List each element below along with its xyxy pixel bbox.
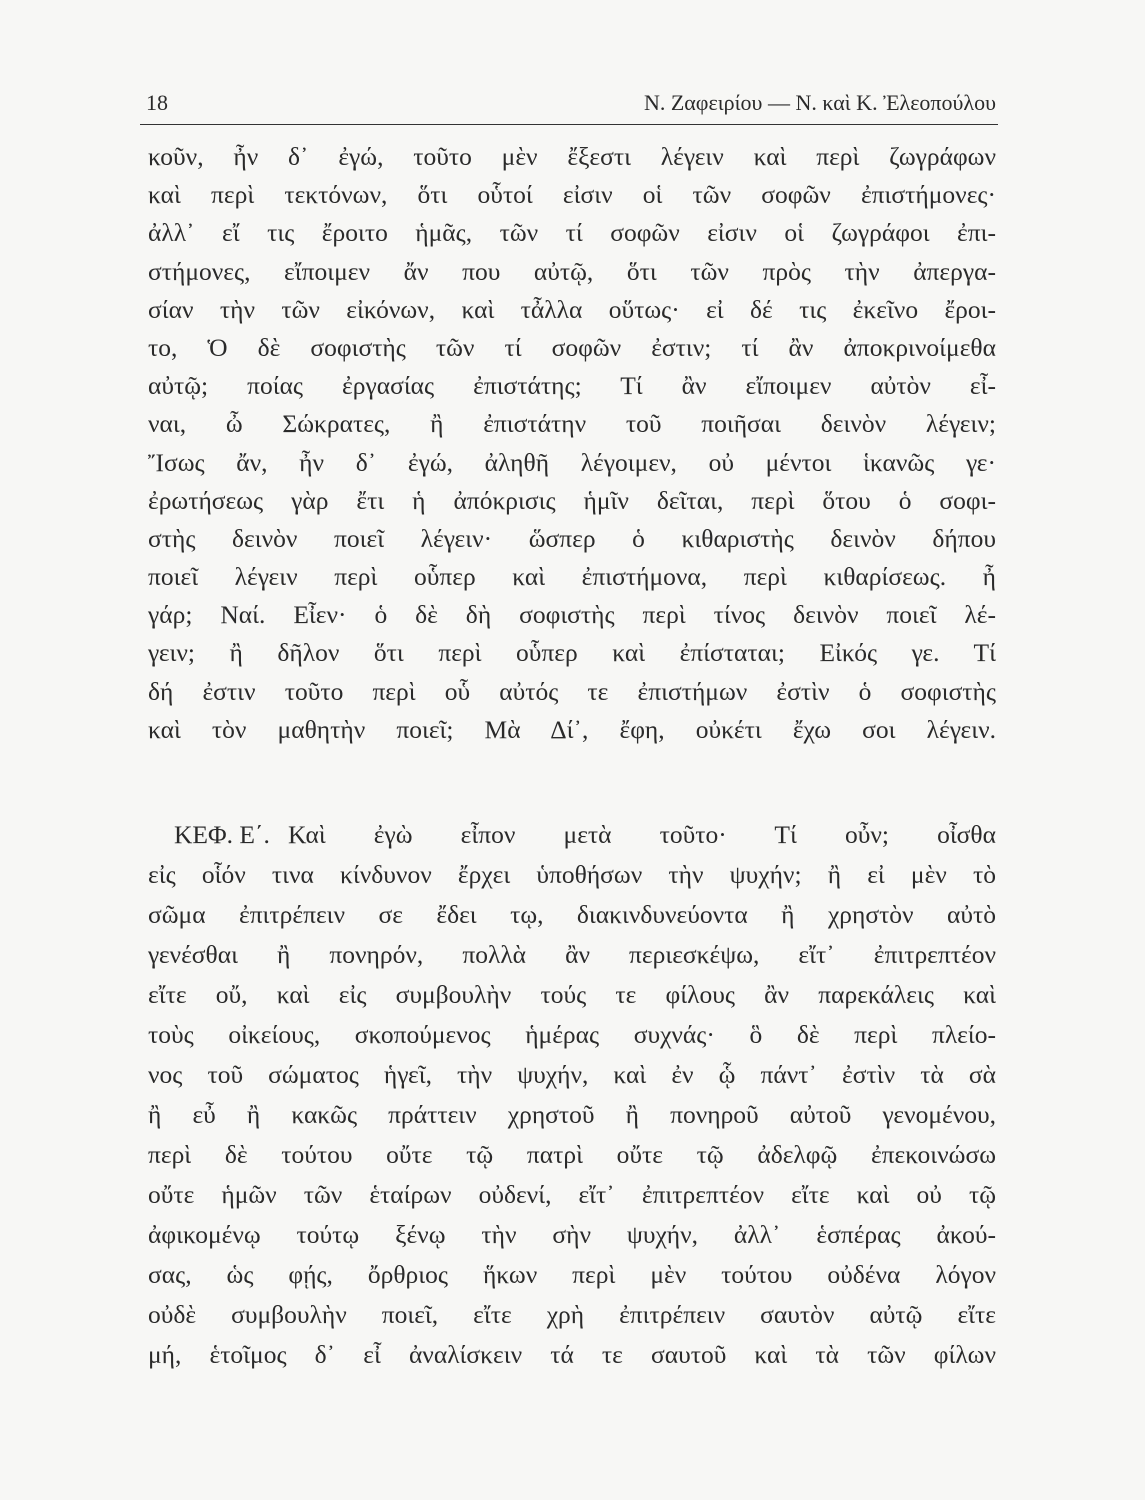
chapter-first-line <box>148 815 996 855</box>
text-line: οὔτε ἡμῶν τῶν ἑταίρων οὐδενί, εἴτ᾽ ἐπιτρεπτέον εἴτε καὶ οὐ τῷ <box>148 1180 996 1209</box>
text-line: τοὺς οἰκείους, σκοπούμενος ἡμέρας συχνάς· ὃ δὲ περὶ πλείο- <box>148 1020 996 1049</box>
header-rule <box>140 124 998 125</box>
paragraph-1 <box>148 138 996 749</box>
text-line: οὐδὲ συμβουλὴν ποιεῖ, εἴτε χρὴ ἐπιτρέπειν σαυτὸν αὐτῷ εἴτε <box>148 1300 996 1329</box>
text-line: περὶ δὲ τούτου οὔτε τῷ πατρὶ οὔτε τῷ ἀδελφῷ ἐπεκοινώσω <box>148 1140 996 1169</box>
text-line: σας, ὡς φῄς, ὄρθριος ἥκων περὶ μὲν τούτου οὐδένα λόγον <box>148 1260 996 1289</box>
text-line: Ἴσως ἄν, ἦν δ᾽ ἐγώ, ἀληθῆ λέγοιμεν, οὐ μέντοι ἱκανῶς γε· <box>148 447 996 477</box>
chapter-5 <box>148 815 996 1375</box>
text-line: ἀλλ᾽ εἴ τις ἔροιτο ἡμᾶς, τῶν τί σοφῶν εἰσιν οἱ ζωγράφοι ἐπι- <box>148 218 996 248</box>
text-line: ἀφικομένῳ τούτῳ ξένῳ τὴν σὴν ψυχήν, ἀλλ᾽ ἑσπέρας ἀκού- <box>148 1220 996 1249</box>
running-header <box>146 90 996 120</box>
text-line: ἐρωτήσεως γὰρ ἔτι ἡ ἀπόκρισις ἡμῖν δεῖται, περὶ ὅτου ὁ σοφι- <box>148 485 996 515</box>
page-number: 18 <box>146 90 168 115</box>
text-line: στήμονες, εἴποιμεν ἄν που αὐτῷ, ὅτι τῶν πρὸς τὴν ἀπεργα- <box>148 256 996 286</box>
text-line: γενέσθαι ἢ πονηρόν, πολλὰ ἂν περιεσκέψω, εἴτ᾽ ἐπιτρεπτέον <box>148 940 996 969</box>
text-line: γειν; ἢ δῆλον ὅτι περὶ οὗπερ καὶ ἐπίσταται; Εἰκός γε. Τί <box>148 638 996 668</box>
text-line: ναι, ὦ Σώκρατες, ἢ ἐπιστάτην τοῦ ποιῆσαι δεινὸν λέγειν; <box>148 409 996 439</box>
text-line: κοῦν, ἦν δ᾽ ἐγώ, τοῦτο μὲν ἔξεστι λέγειν καὶ περὶ ζωγράφων <box>148 142 996 171</box>
text-line: εἰς οἷόν τινα κίνδυνον ἔρχει ὑποθήσων τὴν ψυχήν; ἢ εἰ μὲν τὸ <box>148 860 996 889</box>
text-line: δή ἐστιν τοῦτο περὶ οὗ αὐτός τε ἐπιστήμων ἐστὶν ὁ σοφιστὴς <box>148 676 996 706</box>
text-line: καὶ περὶ τεκτόνων, ὅτι οὗτοί εἰσιν οἱ τῶν σοφῶν ἐπιστήμονες· <box>148 180 996 210</box>
text-line: σίαν τὴν τῶν εἰκόνων, καὶ τἆλλα οὕτως· εἰ δέ τις ἐκεῖνο ἔροι- <box>148 294 996 324</box>
text-line: το, Ὁ δὲ σοφιστὴς τῶν τί σοφῶν ἐστιν; τί ἂν ἀποκρινοίμεθα <box>148 332 996 362</box>
text-line: Καὶ ἐγὼ εἶπον μετὰ τοῦτο· Τί οὖν; οἶσθα <box>288 820 996 849</box>
text-line: στὴς δεινὸν ποιεῖ λέγειν· ὥσπερ ὁ κιθαριστὴς δεινὸν δήπου <box>148 523 996 553</box>
text-line: ποιεῖ λέγειν περὶ οὗπερ καὶ ἐπιστήμονα, περὶ κιθαρίσεως. ἦ <box>148 562 996 592</box>
chapter-heading: ΚΕΦ. Ε΄. <box>174 820 270 849</box>
text-line: αὐτῷ; ποίας ἐργασίας ἐπιστάτης; Τί ἂν εἴποιμεν αὐτὸν εἶ- <box>148 371 996 401</box>
text-line: νος τοῦ σώματος ἡγεῖ, τὴν ψυχήν, καὶ ἐν ᾧ πάντ᾽ ἐστὶν τὰ σὰ <box>148 1060 996 1089</box>
text-line: μή, ἑτοῖμος δ᾽ εἶ ἀναλίσκειν τά τε σαυτοῦ καὶ τὰ τῶν φίλων <box>148 1340 996 1369</box>
text-line: σῶμα ἐπιτρέπειν σε ἔδει τῳ, διακινδυνεύοντα ἢ χρηστὸν αὐτὸ <box>148 900 996 929</box>
text-line: ἢ εὖ ἢ κακῶς πράττειν χρηστοῦ ἢ πονηροῦ αὐτοῦ γενομένου, <box>148 1100 996 1129</box>
running-title: Ν. Ζαφειρίου — Ν. καὶ Κ. Ἐλεοπούλου <box>643 90 996 115</box>
text-line: γάρ; Ναί. Εἶεν· ὁ δὲ δὴ σοφιστὴς περὶ τίνος δεινὸν ποιεῖ λέ- <box>148 600 996 630</box>
text-line: καὶ τὸν μαθητὴν ποιεῖ; Μὰ Δί᾽, ἔφη, οὐκέτι ἔχω σοι λέγειν. <box>148 714 996 744</box>
text-line: εἴτε οὔ, καὶ εἰς συμβουλὴν τούς τε φίλους ἂν παρεκάλεις καὶ <box>148 980 996 1009</box>
